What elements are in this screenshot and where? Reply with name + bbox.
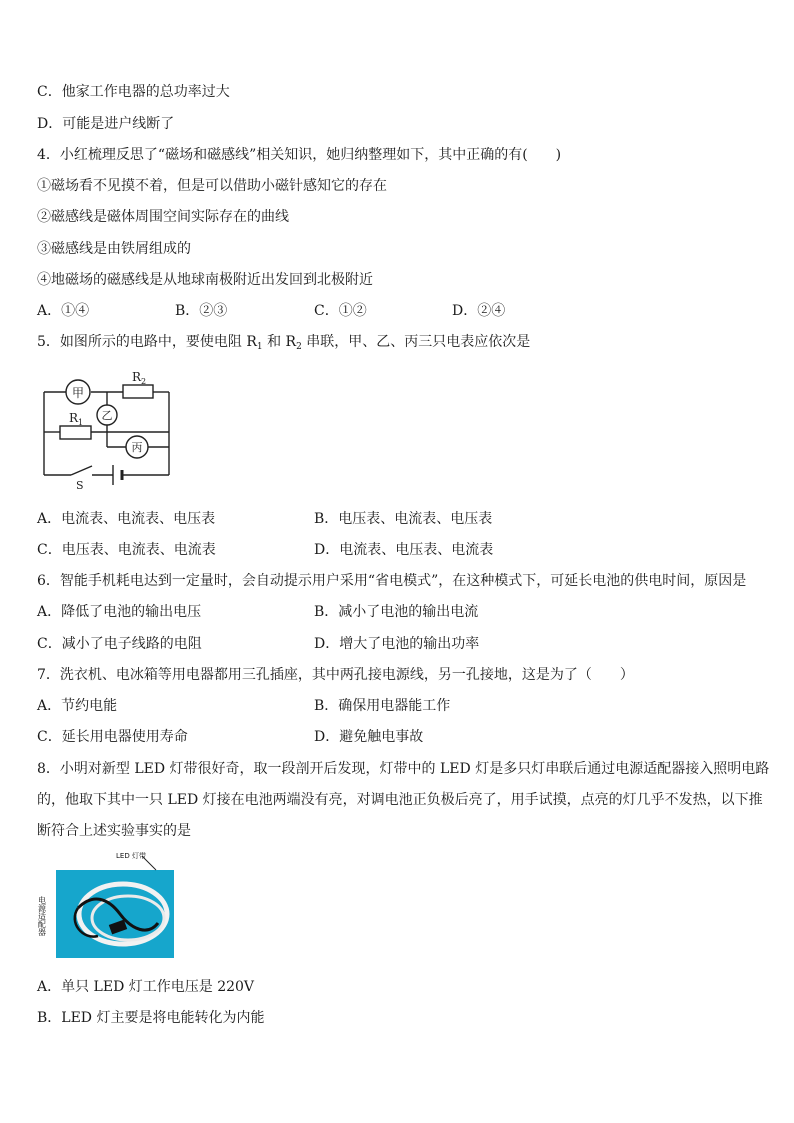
led-strip-photo bbox=[38, 848, 178, 960]
q5-option-d: D．电流表、电压表、电流表 bbox=[314, 542, 494, 558]
q6-option-b: B．减小了电池的输出电流 bbox=[314, 604, 479, 620]
resistor-r1 bbox=[60, 426, 91, 439]
q8-stem-line3: 断符合上述实验事实的是 bbox=[37, 823, 191, 839]
q6-option-a: A．降低了电池的输出电压 bbox=[37, 604, 202, 620]
q4-statement-3: ③磁感线是由铁屑组成的 bbox=[37, 241, 191, 257]
q4-option-b: B．②③ bbox=[175, 303, 228, 319]
circuit-diagram bbox=[36, 362, 178, 492]
q3-option-d: D．可能是进户线断了 bbox=[37, 116, 175, 132]
label-bing: 丙 bbox=[131, 441, 143, 454]
q4-option-c: C．①② bbox=[314, 303, 367, 319]
q7-option-c: C．延长用电器使用寿命 bbox=[37, 729, 188, 745]
q6-stem: 6．智能手机耗电达到一定量时，会自动提示用户采用“省电模式”，在这种模式下，可延长电池的供电时间，原因是 bbox=[37, 573, 747, 589]
q7-option-b: B．确保用电器能工作 bbox=[314, 698, 451, 714]
q6-option-c: C．减小了电子线路的电阻 bbox=[37, 636, 202, 652]
q5-option-a: A．电流表、电流表、电压表 bbox=[37, 511, 216, 527]
q3-option-c: C．他家工作电器的总功率过大 bbox=[37, 84, 230, 100]
q8-stem-line2: 的，他取下其中一只 LED 灯接在电池两端没有亮，对调电池正负极后亮了，用手试摸，点亮的灯几乎不发热，以下推 bbox=[37, 792, 763, 808]
label-yi: 乙 bbox=[101, 409, 113, 422]
q4-stem: 4．小红梳理反思了“磁场和磁感线”相关知识，她归纳整理如下，其中正确的有( ) bbox=[37, 147, 562, 163]
q5-option-b: B．电压表、电流表、电压表 bbox=[314, 511, 493, 527]
q8-option-b: B．LED 灯主要是将电能转化为内能 bbox=[37, 1010, 265, 1026]
q8-stem-line1: 8．小明对新型 LED 灯带很好奇，取一段剖开后发现，灯带中的 LED 灯是多只灯串联后通过电源适配器接入照明电路 bbox=[37, 761, 770, 777]
q4-statement-4: ④地磁场的磁感线是从地球南极附近出发回到北极附近 bbox=[37, 272, 373, 288]
photo-label-led-strip: LED 灯带 bbox=[116, 852, 146, 860]
q5-option-c: C．电压表、电流表、电流表 bbox=[37, 542, 216, 558]
q4-option-d: D．②④ bbox=[452, 303, 506, 319]
label-r1: $R_1$ bbox=[69, 411, 84, 427]
q8-option-a: A．单只 LED 灯工作电压是 220V bbox=[37, 979, 255, 995]
q7-option-a: A．节约电能 bbox=[37, 698, 118, 714]
q5-stem: 5．如图所示的电路中，要使电阻 $R_1$ 和 $R_2$ 串联，甲、乙、丙三只电表应依次是 bbox=[37, 334, 531, 352]
q7-option-d: D．避免触电事故 bbox=[314, 729, 424, 745]
photo-label-adapter: 电源适配器 bbox=[38, 896, 47, 936]
label-switch: S bbox=[76, 479, 84, 492]
resistor-r2 bbox=[123, 385, 153, 398]
q4-statement-1: ①磁场看不见摸不着，但是可以借助小磁针感知它的存在 bbox=[37, 178, 387, 194]
q4-option-a: A．①④ bbox=[37, 303, 90, 319]
label-jia: 甲 bbox=[71, 386, 85, 400]
q7-stem: 7．洗衣机、电冰箱等用电器都用三孔插座，其中两孔接电源线，另一孔接地，这是为了（ ） bbox=[37, 667, 634, 683]
q4-statement-2: ②磁感线是磁体周围空间实际存在的曲线 bbox=[37, 209, 289, 225]
q6-option-d: D．增大了电池的输出功率 bbox=[314, 636, 480, 652]
label-r2: $R_2$ bbox=[132, 370, 147, 386]
